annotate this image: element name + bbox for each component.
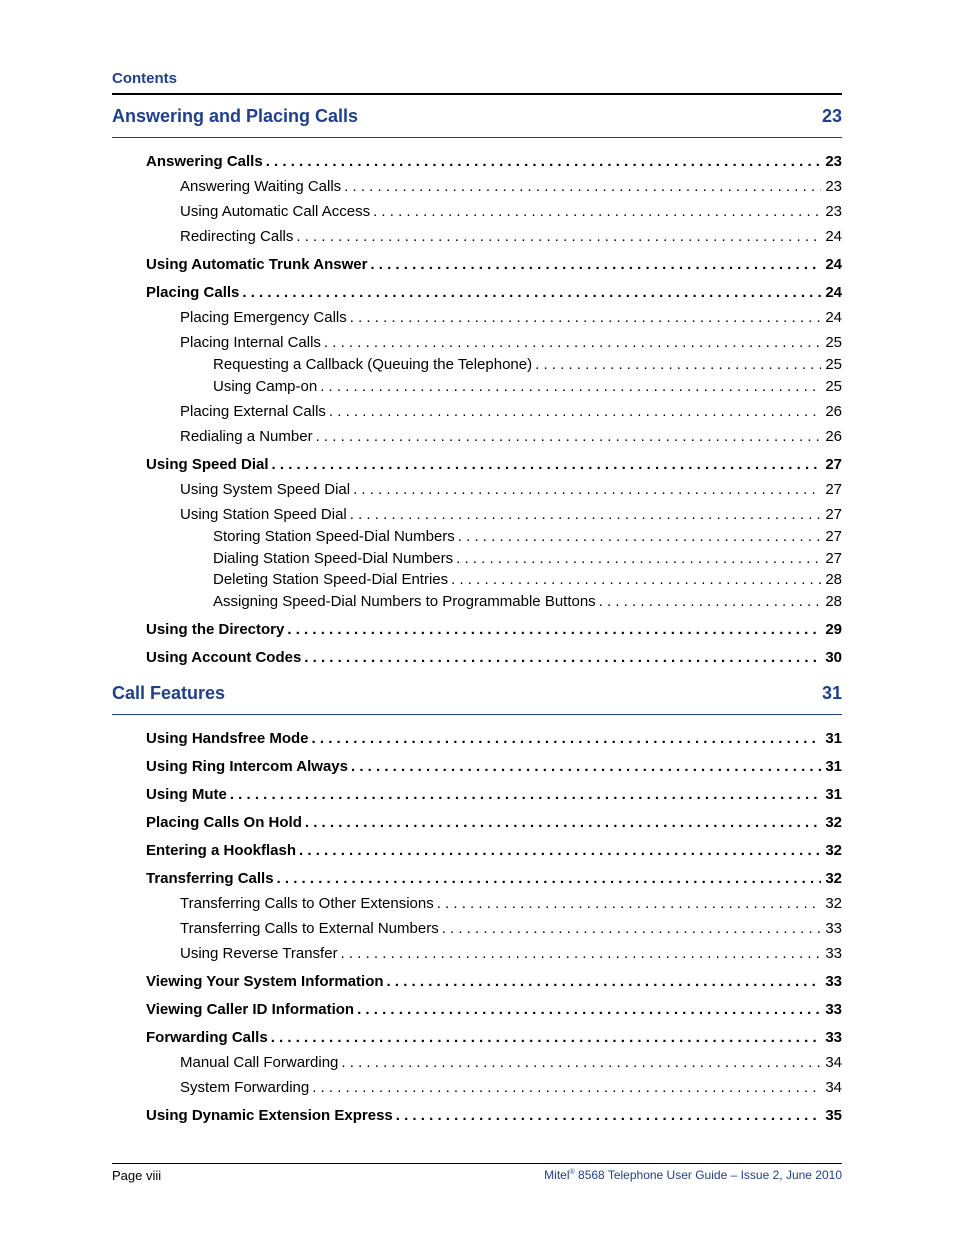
toc-entry[interactable]: [146, 758, 842, 776]
dot-leader: [316, 428, 822, 446]
toc-entry-title: Placing Calls: [146, 284, 240, 301]
toc-entry[interactable]: [180, 228, 842, 246]
toc-entry-page: 34: [825, 1079, 842, 1096]
toc-entry-title: System Forwarding: [180, 1079, 310, 1096]
toc-entry-page: 25: [825, 334, 842, 351]
chapter-title: Answering and Placing Calls: [112, 106, 359, 126]
toc-entry-page: 33: [825, 920, 842, 937]
toc-entry[interactable]: [146, 621, 842, 639]
dot-leader: [341, 945, 822, 963]
toc-entry-page: 35: [825, 1107, 842, 1124]
toc-entry-title: Using Account Codes: [146, 649, 302, 666]
toc-entry-title: Manual Call Forwarding: [180, 1054, 339, 1071]
toc-entry-title: Entering a Hookflash: [146, 842, 297, 859]
dot-leader: [266, 153, 822, 171]
toc-entry[interactable]: [146, 649, 842, 667]
toc-entry[interactable]: [146, 456, 842, 474]
chapter-rule: [112, 137, 842, 138]
dot-leader: [458, 528, 822, 546]
dot-leader: [324, 334, 821, 352]
toc-entry-page: 32: [825, 842, 842, 859]
dot-leader: [456, 550, 821, 568]
toc-entry[interactable]: [146, 786, 842, 804]
running-head: Contents: [112, 70, 177, 87]
dot-leader: [312, 1079, 821, 1097]
toc-entry[interactable]: [146, 842, 842, 860]
toc-entry[interactable]: [213, 378, 842, 396]
guide-title: 8568 Telephone User Guide – Issue 2, June 2010: [574, 1168, 842, 1182]
dot-leader: [320, 378, 821, 396]
toc-entry-title: Using Camp-on: [213, 378, 318, 395]
toc-entry-page: 29: [825, 621, 842, 638]
toc-entry-title: Requesting a Callback (Queuing the Telephone): [213, 356, 533, 373]
toc-entry-page: 30: [825, 649, 842, 666]
registered-mark: ®: [569, 1169, 575, 1176]
page-number: Page viii: [112, 1168, 162, 1183]
dot-leader: [304, 649, 821, 667]
toc-entry[interactable]: [146, 870, 842, 888]
dot-leader: [341, 1054, 821, 1072]
dot-leader: [344, 178, 821, 196]
toc-entry[interactable]: [146, 256, 842, 274]
dot-leader: [277, 870, 822, 888]
toc-entry-title: Redialing a Number: [180, 428, 313, 445]
dot-leader: [329, 403, 821, 421]
dot-leader: [296, 228, 821, 246]
dot-leader: [442, 920, 822, 938]
toc-entry-page: 28: [825, 593, 842, 610]
toc-entry-page: 24: [825, 284, 842, 301]
toc-entry[interactable]: [146, 284, 842, 302]
dot-leader: [535, 356, 821, 374]
dot-leader: [287, 621, 821, 639]
toc-entry-page: 31: [825, 758, 842, 775]
toc-entry-title: Using Station Speed Dial: [180, 506, 347, 523]
toc-entry-title: Assigning Speed-Dial Numbers to Programmable Buttons: [213, 593, 596, 610]
toc-entry-page: 23: [825, 203, 842, 220]
toc-entry-title: Answering Calls: [146, 153, 263, 170]
guide-footer: [544, 1168, 842, 1182]
dot-leader: [299, 842, 821, 860]
dot-leader: [396, 1107, 822, 1125]
toc-entry[interactable]: [213, 593, 842, 611]
toc-entry[interactable]: [180, 178, 842, 196]
dot-leader: [451, 571, 821, 589]
toc-entry-page: 27: [825, 456, 842, 473]
toc-entry[interactable]: [180, 1054, 842, 1072]
toc-entry-page: 25: [825, 378, 842, 395]
dot-leader: [437, 895, 822, 913]
toc-entry-title: Transferring Calls: [146, 870, 274, 887]
toc-entry-title: Using Ring Intercom Always: [146, 758, 348, 775]
toc-entry-title: Placing Emergency Calls: [180, 309, 347, 326]
toc-entry-page: 33: [825, 945, 842, 962]
toc-entry-page: 27: [825, 506, 842, 523]
dot-leader: [350, 309, 822, 327]
dot-leader: [230, 786, 821, 804]
toc-entry-page: 32: [825, 895, 842, 912]
toc-entry-page: 23: [825, 153, 842, 170]
toc-entry-title: Viewing Your System Information: [146, 973, 384, 990]
toc-entry-title: Transferring Calls to External Numbers: [180, 920, 439, 937]
dot-leader: [312, 730, 822, 748]
toc-entry[interactable]: [180, 506, 842, 524]
toc-entry-page: 31: [825, 786, 842, 803]
toc-entry-page: 24: [825, 309, 842, 326]
toc-entry[interactable]: [180, 309, 842, 327]
toc-entry-title: Storing Station Speed-Dial Numbers: [213, 528, 455, 545]
toc-entry-title: Dialing Station Speed-Dial Numbers: [213, 550, 454, 567]
toc-entry[interactable]: [146, 1107, 842, 1125]
toc-entry-title: Using System Speed Dial: [180, 481, 351, 498]
toc-entry-page: 32: [825, 870, 842, 887]
toc-entry-title: Forwarding Calls: [146, 1029, 268, 1046]
chapter-heading[interactable]: [112, 683, 842, 704]
dot-leader: [272, 456, 822, 474]
toc-entry[interactable]: [180, 428, 842, 446]
toc-entry-page: 26: [825, 428, 842, 445]
toc-entry-page: 25: [825, 356, 842, 373]
toc-entry[interactable]: [180, 203, 842, 221]
toc-entry-page: 33: [825, 973, 842, 990]
toc-entry-title: Redirecting Calls: [180, 228, 294, 245]
dot-leader: [353, 481, 821, 499]
toc-entry-title: Using the Directory: [146, 621, 285, 638]
toc-entry[interactable]: [146, 1029, 842, 1047]
toc-entry[interactable]: [180, 334, 842, 352]
toc-entry-title: Answering Waiting Calls: [180, 178, 342, 195]
toc-entry[interactable]: [180, 895, 842, 913]
chapter-heading[interactable]: [112, 106, 842, 127]
toc-entry[interactable]: [213, 356, 842, 374]
toc-entry-page: 24: [825, 256, 842, 273]
toc-entry[interactable]: [213, 528, 842, 546]
toc-entry-title: Deleting Station Speed-Dial Entries: [213, 571, 449, 588]
dot-leader: [370, 256, 821, 274]
toc-entry-title: Placing Calls On Hold: [146, 814, 302, 831]
toc-entry[interactable]: [146, 973, 842, 991]
bottom-rule: [112, 1163, 842, 1164]
dot-leader: [357, 1001, 821, 1019]
toc-entry[interactable]: [180, 1079, 842, 1097]
toc-entry[interactable]: [146, 730, 842, 748]
toc-entry-title: Placing Internal Calls: [180, 334, 321, 351]
toc-entry-title: Using Automatic Trunk Answer: [146, 256, 368, 273]
dot-leader: [351, 758, 821, 776]
toc-entry-page: 23: [825, 178, 842, 195]
toc-entry-page: 34: [825, 1054, 842, 1071]
toc-entry-page: 28: [825, 571, 842, 588]
toc-entry[interactable]: [213, 571, 842, 589]
toc-entry-title: Using Mute: [146, 786, 227, 803]
dot-leader: [305, 814, 821, 832]
dot-leader: [387, 973, 822, 991]
toc-entry-page: 24: [825, 228, 842, 245]
toc-entry[interactable]: [180, 945, 842, 963]
toc-entry[interactable]: [213, 550, 842, 568]
chapter-rule: [112, 714, 842, 715]
toc-entry-page: 27: [825, 550, 842, 567]
toc-entry-page: 31: [825, 730, 842, 747]
dot-leader: [242, 284, 821, 302]
toc-entry-title: Transferring Calls to Other Extensions: [180, 895, 434, 912]
chapter-page: 23: [821, 106, 842, 126]
toc-entry-title: Using Automatic Call Access: [180, 203, 371, 220]
toc-entry[interactable]: [180, 920, 842, 938]
toc-entry-title: Using Dynamic Extension Express: [146, 1107, 393, 1124]
brand-name: Mitel: [544, 1168, 570, 1182]
toc-entry-title: Using Speed Dial: [146, 456, 269, 473]
toc-entry-page: 27: [825, 528, 842, 545]
toc-entry-page: 33: [825, 1001, 842, 1018]
toc-entry-page: 32: [825, 814, 842, 831]
toc-entry[interactable]: [146, 814, 842, 832]
dot-leader: [373, 203, 821, 221]
toc-entry-page: 33: [825, 1029, 842, 1046]
toc-entry[interactable]: [146, 153, 842, 171]
toc-entry-title: Using Handsfree Mode: [146, 730, 309, 747]
chapter-page: 31: [821, 683, 842, 703]
toc-entry[interactable]: [146, 1001, 842, 1019]
toc-entry-title: Viewing Caller ID Information: [146, 1001, 355, 1018]
toc-entry-page: 26: [825, 403, 842, 420]
toc-entry[interactable]: [180, 481, 842, 499]
toc-entry-page: 27: [825, 481, 842, 498]
chapter-title: Call Features: [112, 683, 226, 703]
dot-leader: [599, 593, 822, 611]
dot-leader: [271, 1029, 822, 1047]
top-rule: [112, 93, 842, 95]
toc-entry[interactable]: [180, 403, 842, 421]
toc-entry-title: Using Reverse Transfer: [180, 945, 338, 962]
toc-entry-title: Placing External Calls: [180, 403, 326, 420]
dot-leader: [350, 506, 822, 524]
